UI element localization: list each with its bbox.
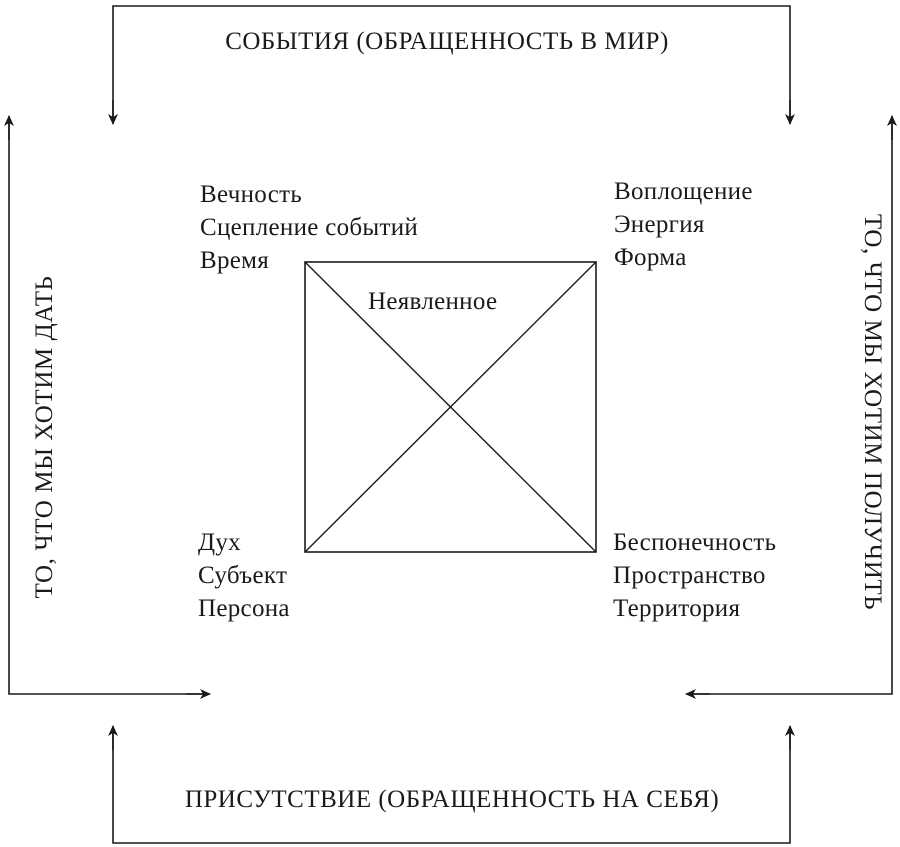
right-vertical-caption: ТО, ЧТО МЫ ХОТИМ ПОЛУЧИТЬ — [859, 213, 886, 611]
corner-top-right — [614, 175, 753, 274]
left-vertical-caption: ТО, ЧТО МЫ ХОТИМ ДАТЬ — [31, 275, 58, 599]
top-caption: СОБЫТИЯ (ОБРАЩЕННОСТЬ В МИР) — [225, 28, 669, 55]
corner-top-right-line-1: Воплощение — [614, 178, 753, 205]
corner-bottom-right — [613, 526, 776, 625]
corner-top-right-line-2: Энергия — [614, 211, 705, 238]
corner-bottom-left-line-3: Персона — [198, 595, 290, 622]
corner-top-left-line-1: Вечность — [200, 181, 303, 208]
corner-top-left — [200, 178, 418, 277]
top-bracket-arrow — [113, 6, 790, 122]
corner-bottom-right-line-2: Пространство — [613, 562, 766, 589]
corner-top-left-line-2: Сцепление событий — [200, 214, 419, 241]
corner-bottom-right-line-3: Территория — [613, 595, 741, 622]
corner-bottom-left — [198, 526, 290, 625]
corner-bottom-left-line-2: Субъект — [198, 562, 288, 589]
bottom-caption: ПРИСУТСТВИЕ (ОБРАЩЕННОСТЬ НА СЕБЯ) — [184, 786, 720, 813]
corner-top-left-line-3: Время — [200, 247, 270, 274]
corner-bottom-left-line-1: Дух — [198, 529, 241, 556]
corner-top-right-line-3: Форма — [614, 244, 687, 271]
corner-bottom-right-line-1: Беспонечность — [613, 529, 777, 556]
center-label: Неявленное — [368, 288, 498, 315]
